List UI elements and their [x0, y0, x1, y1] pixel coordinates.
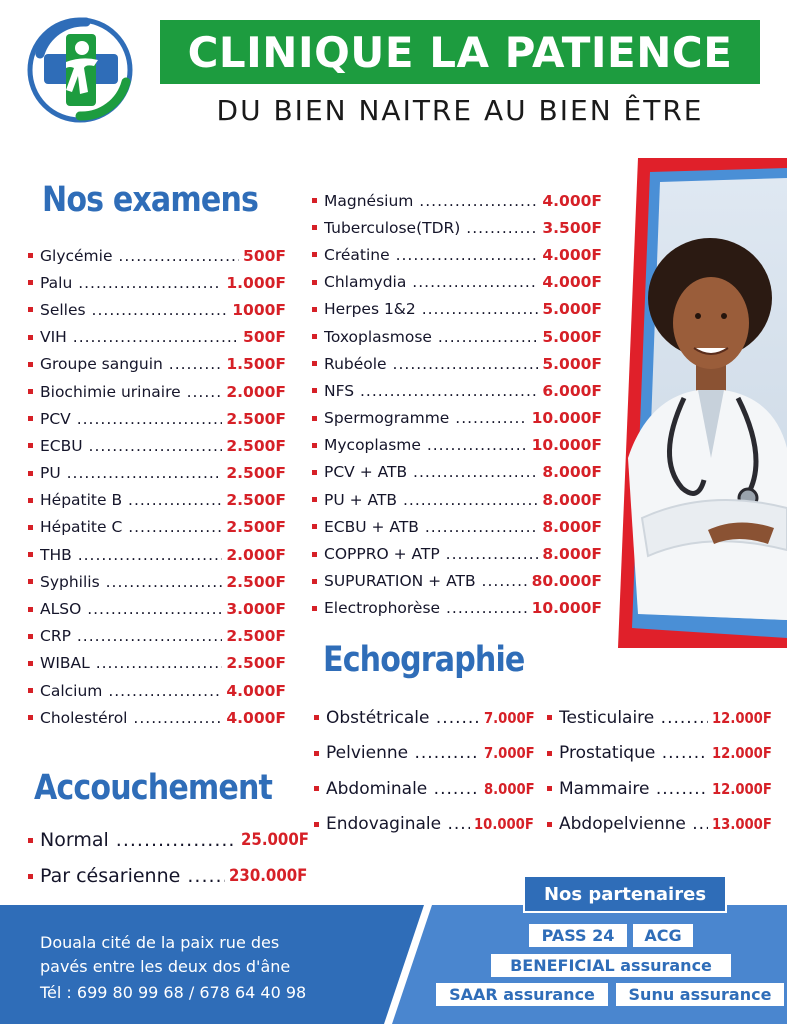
item-price: 10.000F	[531, 436, 602, 455]
item-name: Obstétricale .....	[326, 708, 480, 728]
bullet-icon	[547, 786, 552, 791]
partners-title: Nos partenaires	[523, 875, 727, 913]
item-name: Glycémie .....	[40, 247, 239, 265]
item-price: 2.500F	[226, 436, 286, 455]
accouchement-list	[28, 822, 318, 894]
item-name: SUPURATION + ATB .....	[324, 572, 528, 590]
item-name: Herpes 1&2 .....	[324, 300, 538, 318]
bullet-icon	[28, 362, 33, 367]
price-item	[28, 351, 286, 378]
exams-list-left	[28, 242, 286, 731]
item-price: 8.000F	[542, 517, 602, 536]
partner-saar: SAAR assurance	[436, 983, 608, 1006]
price-item	[28, 405, 286, 432]
item-name: Toxoplasmose .....	[324, 328, 538, 346]
item-price: 10.000F	[531, 599, 602, 618]
price-item	[314, 700, 544, 736]
item-price: 500F	[243, 328, 286, 347]
price-item	[547, 807, 782, 843]
bullet-icon	[547, 715, 552, 720]
item-name: Tuberculose(TDR) .....	[324, 219, 538, 237]
item-name: NFS .....	[324, 382, 538, 400]
footer-address-line1: Douala cité de la paix rue des	[40, 933, 280, 952]
price-item	[28, 650, 286, 677]
price-item	[547, 736, 782, 772]
price-item	[314, 771, 544, 807]
bullet-icon	[28, 471, 33, 476]
item-price: 80.000F	[531, 572, 602, 591]
item-name: Hépatite C .....	[40, 518, 222, 536]
item-price: 13.000F	[711, 815, 772, 834]
bullet-icon	[28, 634, 33, 639]
item-price: 5.000F	[542, 354, 602, 373]
item-name: Créatine .....	[324, 246, 538, 264]
item-name: Normal .....	[40, 829, 237, 851]
bullet-icon	[312, 606, 317, 611]
item-price: 4.000F	[542, 245, 602, 264]
footer-address-line2: pavés entre les deux dos d'âne	[40, 957, 291, 976]
item-price: 3.000F	[226, 600, 286, 619]
bullet-icon	[312, 579, 317, 584]
item-price: 8.000F	[542, 463, 602, 482]
bullet-icon	[312, 552, 317, 557]
partner-acg: ACG	[633, 924, 693, 947]
price-item	[312, 513, 602, 540]
bullet-icon	[28, 307, 33, 312]
price-item	[28, 595, 286, 622]
price-item	[28, 704, 286, 731]
item-price: 7.000F	[484, 744, 536, 763]
price-item	[312, 432, 602, 459]
item-price: 2.500F	[226, 464, 286, 483]
item-price: 2.500F	[226, 491, 286, 510]
price-item	[28, 269, 286, 296]
bullet-icon	[28, 874, 33, 879]
item-price: 8.000F	[542, 490, 602, 509]
item-name: Par césarienne .....	[40, 865, 225, 887]
exams-list-right	[312, 187, 602, 622]
price-item	[312, 323, 602, 350]
item-price: 12.000F	[711, 744, 772, 763]
partner-beneficial: BENEFICIAL assurance	[491, 954, 731, 977]
item-price: 4.000F	[542, 273, 602, 292]
price-item	[312, 377, 602, 404]
bullet-icon	[28, 253, 33, 258]
bullet-icon	[547, 751, 552, 756]
price-item	[547, 771, 782, 807]
price-item	[28, 432, 286, 459]
clinic-slogan: DU BIEN NAITRE AU BIEN ÊTRE	[216, 94, 704, 127]
item-name: Cholestérol .....	[40, 709, 222, 727]
price-item	[28, 460, 286, 487]
bullet-icon	[28, 607, 33, 612]
price-item	[28, 242, 286, 269]
bullet-icon	[314, 751, 319, 756]
item-price: 8.000F	[484, 779, 536, 798]
item-price: 2.500F	[226, 627, 286, 646]
bullet-icon	[312, 280, 317, 285]
item-name: Electrophorèse .....	[324, 599, 528, 617]
item-name: PCV .....	[40, 410, 222, 428]
item-price: 10.000F	[531, 409, 602, 428]
footer-phone: Tél : 699 80 99 68 / 678 64 40 98	[40, 983, 307, 1002]
item-price: 500F	[243, 246, 286, 265]
price-item	[28, 378, 286, 405]
item-name: Syphilis .....	[40, 573, 222, 591]
price-item	[312, 595, 602, 622]
item-name: Hépatite B .....	[40, 491, 222, 509]
item-price: 1.500F	[226, 355, 286, 374]
item-name: Prostatique .....	[559, 743, 708, 763]
item-name: Biochimie urinaire .....	[40, 383, 222, 401]
item-name: Abdominale .....	[326, 779, 480, 799]
item-name: Mycoplasme .....	[324, 436, 528, 454]
item-price: 10.000F	[473, 815, 534, 834]
item-price: 2.500F	[226, 572, 286, 591]
exams-heading: Nos examens	[42, 180, 259, 220]
item-price: 2.000F	[226, 545, 286, 564]
item-name: WIBAL .....	[40, 654, 222, 672]
bullet-icon	[312, 252, 317, 257]
item-name: ECBU + ATB .....	[324, 518, 538, 536]
doctor-photo	[598, 158, 787, 648]
item-price: 6.000F	[542, 381, 602, 400]
partner-sunu: Sunu assurance	[616, 983, 784, 1006]
price-item	[28, 514, 286, 541]
bullet-icon	[547, 822, 552, 827]
item-price: 230.000F	[228, 866, 308, 886]
bullet-icon	[314, 786, 319, 791]
item-price: 2.500F	[226, 654, 286, 673]
echographie-list-left	[314, 700, 544, 842]
item-name: PU + ATB .....	[324, 491, 538, 509]
item-price: 5.000F	[542, 300, 602, 319]
item-price: 2.500F	[226, 518, 286, 537]
bullet-icon	[28, 498, 33, 503]
item-name: Calcium .....	[40, 682, 222, 700]
price-item	[28, 324, 286, 351]
item-name: Endovaginale .....	[326, 814, 470, 834]
clinic-logo-icon	[22, 12, 140, 124]
bullet-icon	[312, 497, 317, 502]
bullet-icon	[28, 715, 33, 720]
bullet-icon	[28, 661, 33, 666]
price-item	[312, 568, 602, 595]
price-item	[28, 677, 286, 704]
item-price: 1.000F	[226, 273, 286, 292]
bullet-icon	[28, 579, 33, 584]
item-price: 2.500F	[226, 409, 286, 428]
clinic-title: CLINIQUE LA PATIENCE	[160, 20, 760, 84]
item-name: Pelvienne .....	[326, 743, 480, 763]
bullet-icon	[28, 416, 33, 421]
price-item	[312, 486, 602, 513]
price-item	[28, 822, 318, 858]
echographie-heading: Echographie	[323, 640, 525, 680]
item-name: Groupe sanguin .....	[40, 355, 222, 373]
price-item	[312, 241, 602, 268]
bullet-icon	[28, 525, 33, 530]
item-name: VIH .....	[40, 328, 239, 346]
partner-pass24: PASS 24	[529, 924, 627, 947]
bullet-icon	[314, 715, 319, 720]
item-name: Selles .....	[40, 301, 228, 319]
price-item	[28, 487, 286, 514]
item-price: 3.500F	[542, 218, 602, 237]
price-item	[28, 568, 286, 595]
bullet-icon	[28, 443, 33, 448]
price-item	[312, 296, 602, 323]
item-name: Magnésium .....	[324, 192, 538, 210]
price-item	[312, 459, 602, 486]
bullet-icon	[28, 335, 33, 340]
item-name: Spermogramme .....	[324, 409, 528, 427]
item-name: Rubéole .....	[324, 355, 538, 373]
item-name: Abdopelvienne .....	[559, 814, 708, 834]
bullet-icon	[312, 470, 317, 475]
bullet-icon	[312, 443, 317, 448]
item-name: Mammaire .....	[559, 779, 708, 799]
bullet-icon	[312, 524, 317, 529]
bullet-icon	[28, 838, 33, 843]
item-name: ALSO .....	[40, 600, 222, 618]
price-item	[312, 214, 602, 241]
accouchement-heading: Accouchement	[34, 768, 273, 808]
bullet-icon	[312, 361, 317, 366]
bullet-icon	[312, 198, 317, 203]
item-name: CRP .....	[40, 627, 222, 645]
bullet-icon	[312, 416, 317, 421]
item-name: Chlamydia .....	[324, 273, 538, 291]
echographie-list-right	[547, 700, 782, 842]
bullet-icon	[28, 280, 33, 285]
bullet-icon	[28, 688, 33, 693]
item-price: 1000F	[232, 300, 286, 319]
price-item	[312, 405, 602, 432]
item-name: PCV + ATB .....	[324, 463, 538, 481]
price-item	[547, 700, 782, 736]
price-item	[28, 623, 286, 650]
price-item	[28, 541, 286, 568]
item-price: 7.000F	[484, 708, 536, 727]
price-item	[312, 350, 602, 377]
price-item	[314, 807, 544, 843]
item-name: ECBU .....	[40, 437, 222, 455]
bullet-icon	[312, 334, 317, 339]
item-price: 12.000F	[711, 779, 772, 798]
price-item	[314, 736, 544, 772]
price-item	[312, 187, 602, 214]
item-name: Palu .....	[40, 274, 222, 292]
bullet-icon	[312, 388, 317, 393]
item-price: 4.000F	[226, 708, 286, 727]
item-price: 5.000F	[542, 327, 602, 346]
item-name: THB .....	[40, 546, 222, 564]
item-price: 4.000F	[542, 191, 602, 210]
item-price: 12.000F	[711, 708, 772, 727]
price-item	[28, 296, 286, 323]
price-item	[28, 858, 318, 894]
item-price: 25.000F	[240, 830, 309, 850]
price-item	[312, 269, 602, 296]
item-name: PU .....	[40, 464, 222, 482]
bullet-icon	[312, 225, 317, 230]
item-name: Testiculaire .....	[559, 708, 708, 728]
bullet-icon	[28, 552, 33, 557]
item-price: 8.000F	[542, 545, 602, 564]
bullet-icon	[312, 307, 317, 312]
item-price: 4.000F	[226, 681, 286, 700]
item-name: COPPRO + ATP .....	[324, 545, 538, 563]
price-item	[312, 540, 602, 567]
bullet-icon	[28, 389, 33, 394]
item-price: 2.000F	[226, 382, 286, 401]
